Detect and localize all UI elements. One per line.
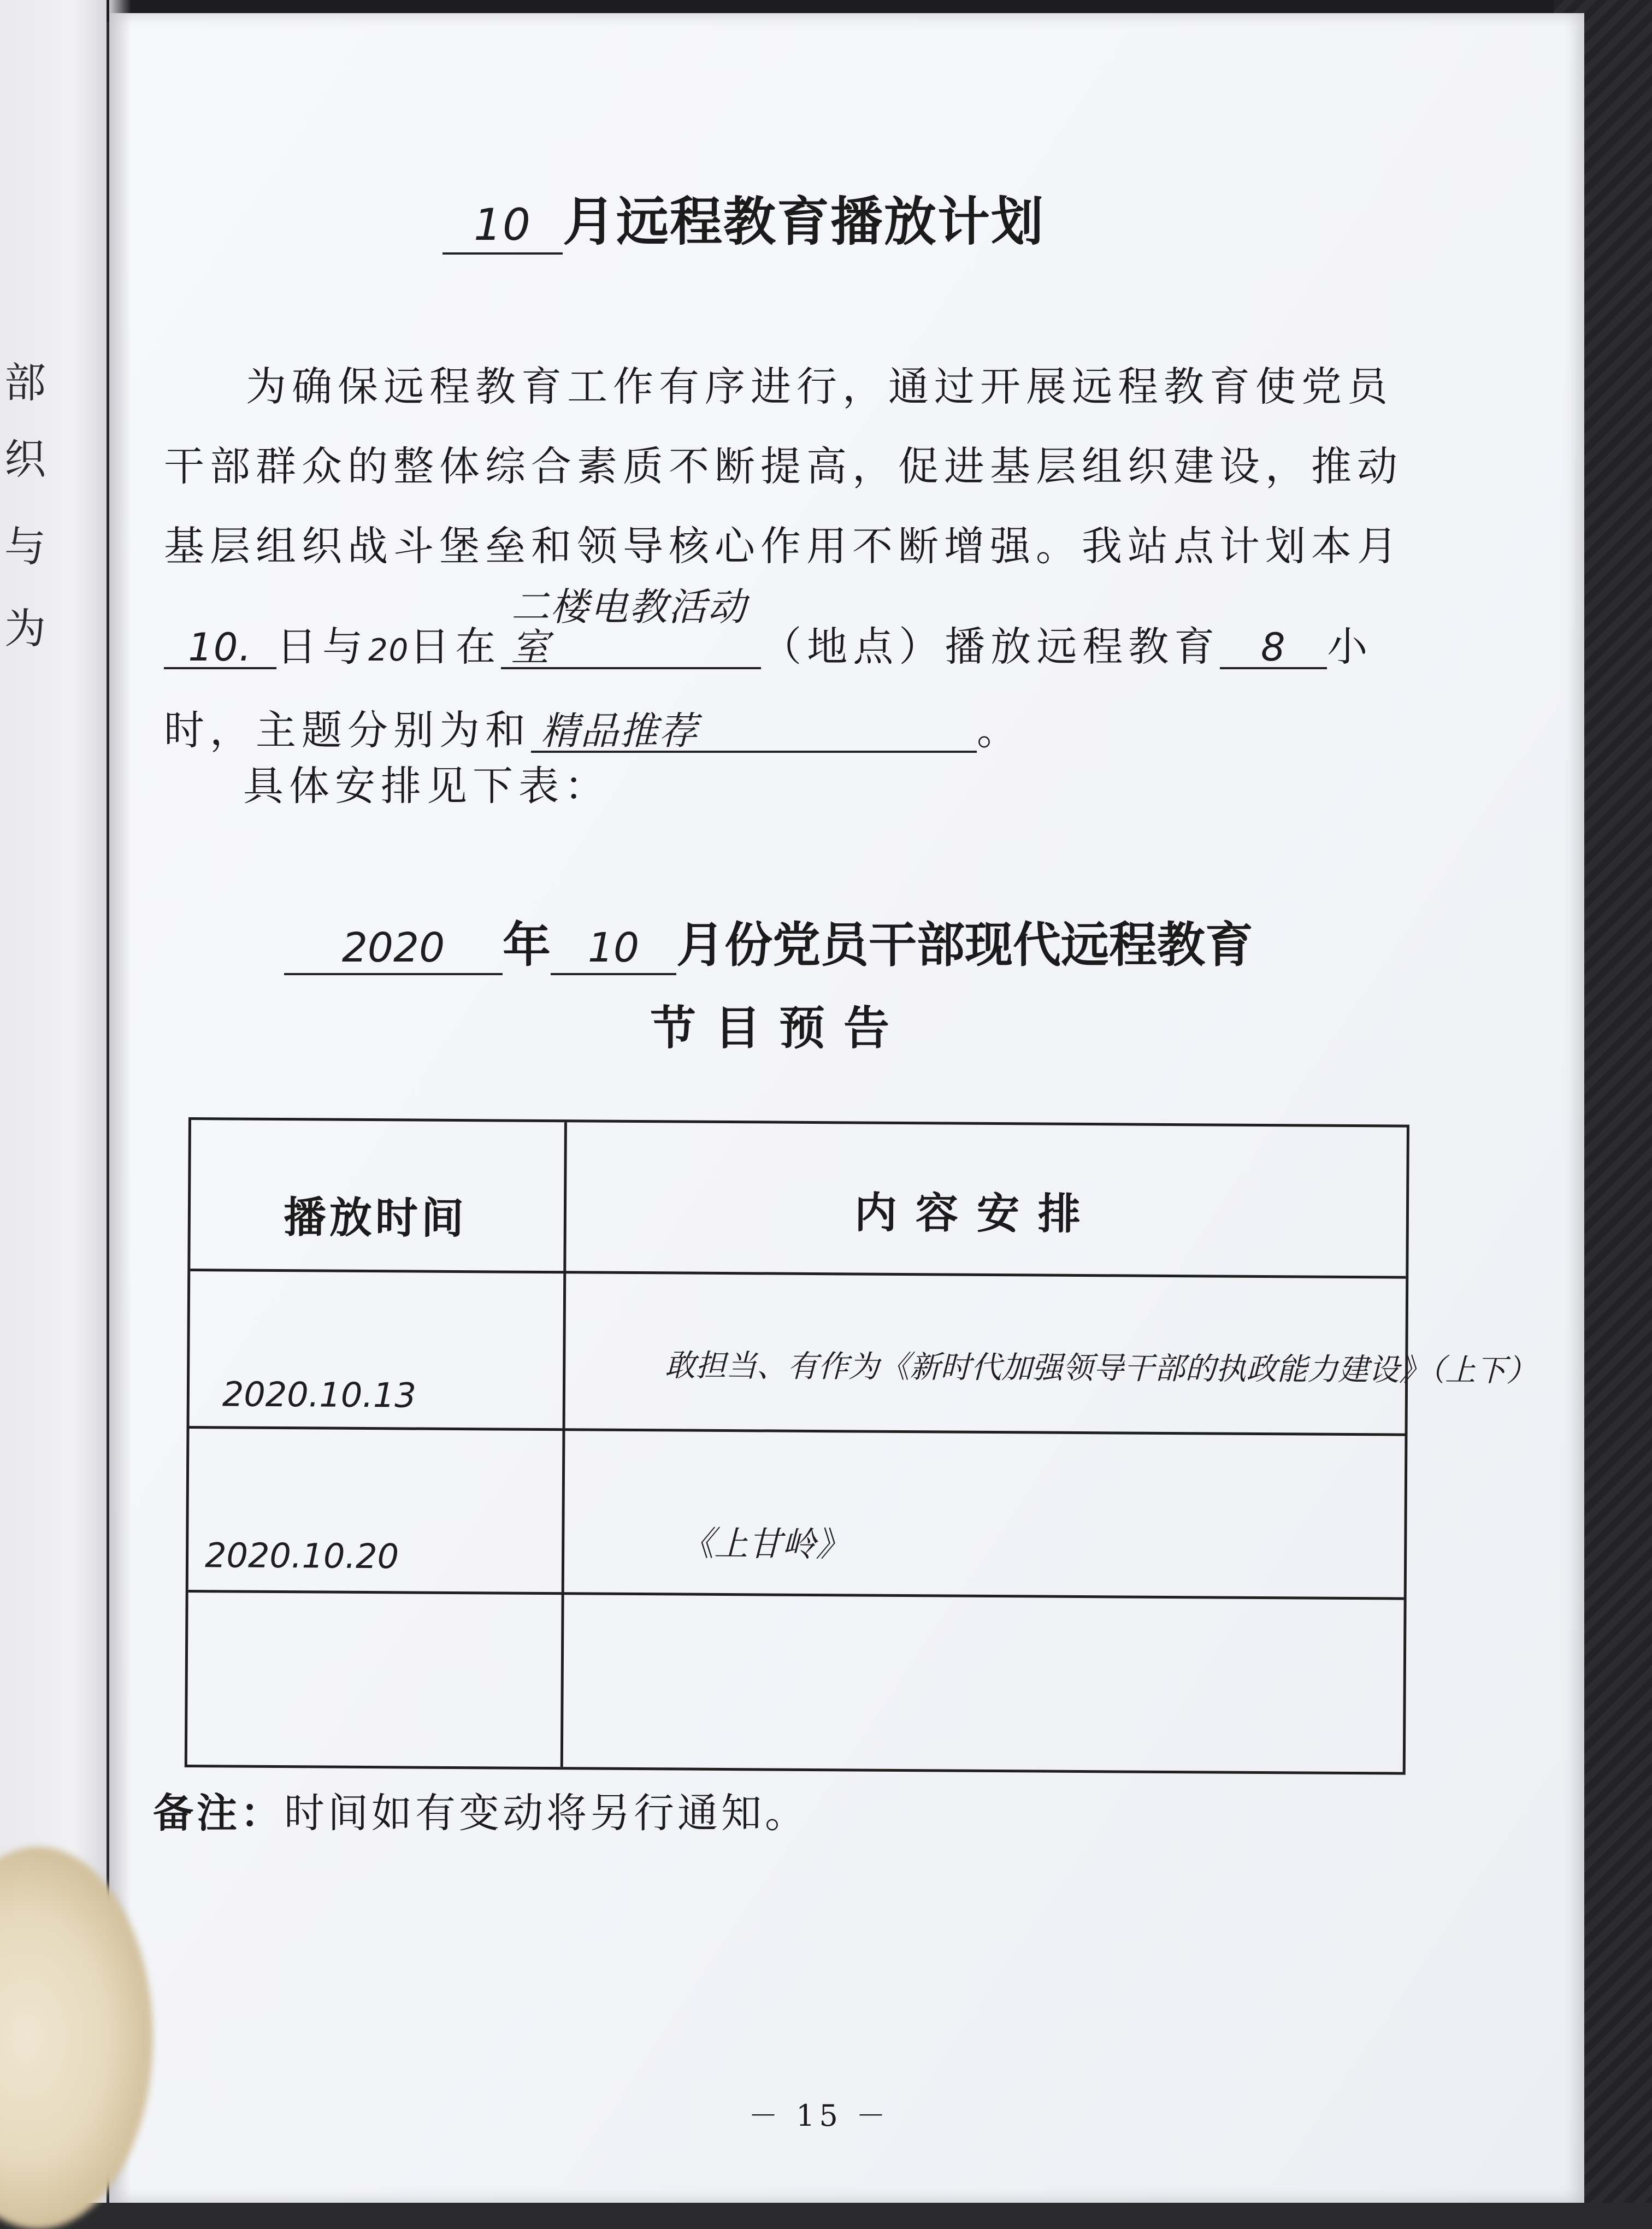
place-blank xyxy=(501,586,761,669)
place-handwritten: 二楼电教活动室 xyxy=(511,585,747,670)
month-blank xyxy=(551,917,676,975)
row1-content: 敢担当、有作为《新时代加强领导干部的执政能力建设》（上下） xyxy=(665,1348,1537,1389)
title-text: 月远程教育播放计划 xyxy=(563,191,1045,252)
month-handwritten: 10 xyxy=(587,924,640,971)
schedule-title-rest: 月份党员干部现代远程教育 xyxy=(676,917,1254,973)
left-page-char: 部 xyxy=(4,358,46,407)
remark-label: 备注： xyxy=(153,1790,284,1837)
day1-handwritten: 10. xyxy=(188,625,252,670)
theme-handwritten: 精品推荐 xyxy=(541,709,698,753)
schedule-title xyxy=(284,907,1253,976)
intro-text-6: 。 xyxy=(977,707,1023,754)
schedule-subtitle: 节目预告 xyxy=(650,1001,908,1055)
hours-blank xyxy=(1220,627,1327,669)
intro-text-4: （地点）播放远程教育 xyxy=(761,623,1220,670)
intro-text-3: 日在 xyxy=(409,623,502,670)
intro-text-1: 为确保远程教育工作有序进行，通过开展远程教育使党员干部群众的整体综合素质不断提高，促进基层组织建设，推动基层组织战斗堡垒和领导核心作用不断增强。我站点计划本月 xyxy=(164,363,1403,570)
theme-blank xyxy=(531,710,977,753)
intro-paragraph xyxy=(164,347,1409,770)
intro-text-2: 日与 xyxy=(276,623,368,670)
year-suffix: 年 xyxy=(503,917,551,973)
left-page-char: 与 xyxy=(4,522,46,571)
day2-handwritten: 20 xyxy=(368,633,410,668)
table-row-divider xyxy=(188,1590,1404,1600)
schedule-table xyxy=(185,1117,1537,1775)
page-title xyxy=(442,180,1045,255)
table-row-divider xyxy=(190,1426,1405,1436)
title-month-handwritten: 10 xyxy=(474,199,532,250)
page-number: － 15 － xyxy=(748,2098,890,2133)
arrangement-label: 具体安排见下表： xyxy=(243,763,610,810)
year-handwritten: 2020 xyxy=(341,924,445,971)
header-play-time: 播放时间 xyxy=(283,1193,468,1244)
row2-time: 2020.10.20 xyxy=(204,1535,399,1577)
left-page-char: 为 xyxy=(4,604,46,653)
hours-handwritten: 8 xyxy=(1260,625,1287,670)
intro-text-5: 小时，主题分别为和 xyxy=(164,623,1373,754)
remark xyxy=(153,1781,809,1839)
row2-content: 《上甘岭》 xyxy=(680,1523,850,1565)
row1-time: 2020.10.13 xyxy=(222,1374,417,1416)
year-blank xyxy=(284,917,503,975)
remark-text: 时间如有变动将另行通知。 xyxy=(284,1790,809,1837)
title-month-blank xyxy=(442,191,563,255)
header-content: 内容安排 xyxy=(854,1188,1100,1240)
document-page xyxy=(109,13,1584,2203)
day1-blank xyxy=(164,627,276,669)
page-gutter-shadow xyxy=(109,0,131,2203)
left-page-char: 织 xyxy=(4,435,46,483)
table-column-divider xyxy=(560,1122,567,1767)
table-row-divider xyxy=(190,1269,1406,1279)
